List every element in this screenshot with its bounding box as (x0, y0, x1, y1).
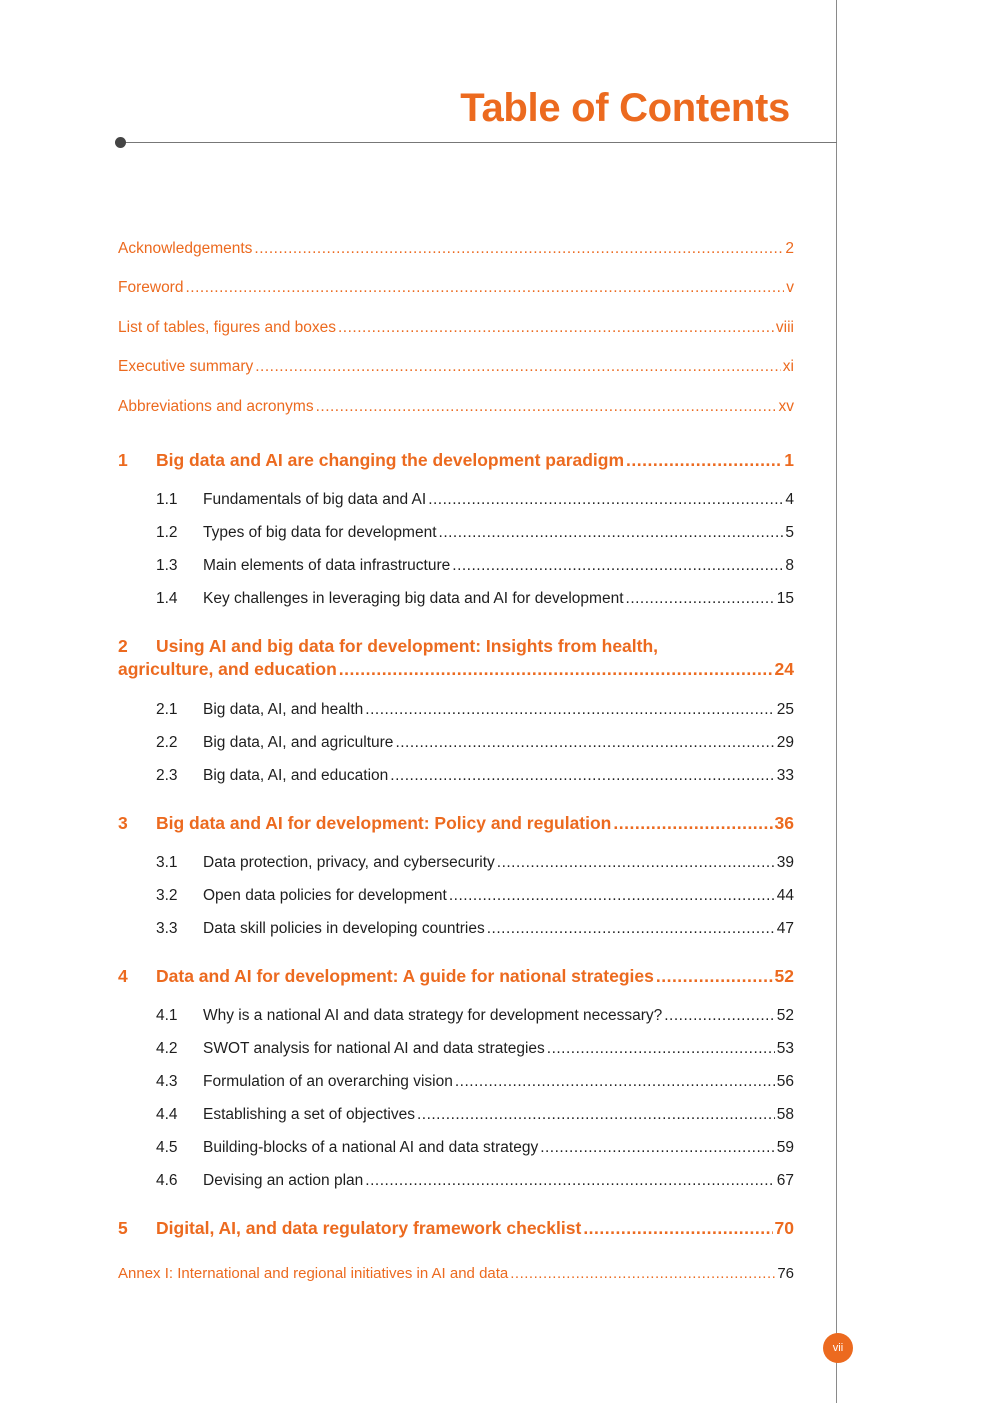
toc-entry-list-of-tables[interactable] (118, 319, 794, 337)
section-page: 25 (776, 701, 794, 718)
toc-entry-page: xv (778, 398, 794, 415)
toc-entry-executive-summary[interactable] (118, 358, 794, 376)
leader-dots (185, 279, 784, 297)
chapter-number: 1 (118, 450, 128, 470)
leader-dots (540, 1139, 775, 1157)
toc-section-3-2[interactable] (118, 887, 794, 905)
chapter-page: 24 (774, 659, 794, 679)
leader-dots (439, 524, 784, 542)
leader-dots (365, 701, 774, 719)
section-page: 5 (785, 524, 794, 541)
section-page: 4 (785, 491, 794, 508)
toc-section-4-2[interactable] (118, 1040, 794, 1058)
section-number: 2.3 (156, 767, 178, 784)
toc-section-2-2[interactable] (118, 734, 794, 752)
section-number: 3.3 (156, 920, 178, 937)
chapter-title: Digital, AI, and data regulatory framework checklist (156, 1218, 582, 1238)
toc-entry-label: Executive summary (118, 358, 254, 375)
section-number: 3.1 (156, 854, 178, 871)
toc-entry-foreword[interactable] (118, 279, 794, 297)
section-title: Fundamentals of big data and AI (203, 491, 427, 508)
chapter-page: 52 (774, 966, 794, 986)
leader-dots (254, 240, 783, 258)
section-number: 4.3 (156, 1073, 178, 1090)
section-number: 2.2 (156, 734, 178, 751)
leader-dots (339, 659, 773, 680)
toc-chapter-5[interactable] (118, 1218, 794, 1239)
section-number: 3.2 (156, 887, 178, 904)
leader-dots (626, 450, 782, 471)
page-title: Table of Contents (460, 86, 790, 130)
toc-section-4-3[interactable] (118, 1073, 794, 1091)
section-page: 29 (776, 734, 794, 751)
section-title: Main elements of data infrastructure (203, 557, 451, 574)
leader-dots (255, 358, 781, 376)
section-page: 15 (776, 590, 794, 607)
leader-dots (316, 398, 777, 416)
section-title: Big data, AI, and education (203, 767, 389, 784)
chapter-page: 36 (774, 813, 794, 833)
section-title: Devising an action plan (203, 1172, 364, 1189)
chapter-page: 1 (784, 450, 794, 470)
toc-annex-1[interactable] (118, 1265, 794, 1282)
rule-dot (115, 137, 126, 148)
toc-entry-page: v (786, 279, 794, 296)
leader-dots (449, 887, 775, 905)
toc-entry-page: viii (775, 319, 794, 336)
section-number: 1.1 (156, 491, 178, 508)
section-number: 4.6 (156, 1172, 178, 1189)
section-page: 39 (776, 854, 794, 871)
chapter-number: 5 (118, 1218, 128, 1238)
page-edge-line (836, 0, 837, 1403)
chapter-title-line1: Using AI and big data for development: Insights from health, (156, 636, 659, 656)
toc-section-1-1[interactable] (118, 491, 794, 509)
leader-dots (365, 1172, 774, 1190)
toc-entry-acknowledgements[interactable] (118, 240, 794, 258)
section-title: Building-blocks of a national AI and data strategy (203, 1139, 539, 1156)
title-rule (120, 142, 837, 143)
leader-dots (664, 1007, 775, 1025)
section-page: 8 (785, 557, 794, 574)
section-page: 58 (776, 1106, 794, 1123)
toc-entry-label: Acknowledgements (118, 240, 253, 257)
toc-entry-label: Foreword (118, 279, 184, 296)
section-title: Key challenges in leveraging big data and AI for development (203, 590, 624, 607)
chapter-number: 3 (118, 813, 128, 833)
leader-dots (487, 920, 775, 938)
chapter-title: Big data and AI are changing the development paradigm (156, 450, 625, 470)
toc-section-4-6[interactable] (118, 1172, 794, 1190)
section-number: 1.2 (156, 524, 178, 541)
section-title: Why is a national AI and data strategy for development necessary? (203, 1007, 663, 1024)
section-page: 67 (776, 1172, 794, 1189)
section-page: 56 (776, 1073, 794, 1090)
section-number: 4.5 (156, 1139, 178, 1156)
leader-dots (613, 813, 772, 834)
leader-dots (338, 319, 774, 337)
section-page: 44 (776, 887, 794, 904)
leader-dots (656, 966, 773, 987)
chapter-number: 4 (118, 966, 128, 986)
chapter-page: 70 (774, 1218, 794, 1238)
section-page: 52 (776, 1007, 794, 1024)
section-page: 33 (776, 767, 794, 784)
section-number: 1.3 (156, 557, 178, 574)
annex-page: 76 (777, 1265, 794, 1282)
section-title: Open data policies for development (203, 887, 447, 904)
leader-dots (497, 854, 775, 872)
section-title: Data protection, privacy, and cybersecurity (203, 854, 495, 871)
toc-entry-page: 2 (785, 240, 794, 257)
toc-entry-label: Abbreviations and acronyms (118, 398, 314, 415)
toc-section-3-1[interactable] (118, 854, 794, 872)
section-number: 1.4 (156, 590, 178, 607)
toc-section-2-1[interactable] (118, 701, 794, 719)
toc-chapter-3[interactable] (118, 813, 794, 834)
section-page: 59 (776, 1139, 794, 1156)
section-number: 4.1 (156, 1007, 178, 1024)
toc-section-4-1[interactable] (118, 1007, 794, 1025)
section-title: Data skill policies in developing countries (203, 920, 485, 937)
page-number-badge: vii (823, 1333, 853, 1363)
section-number: 2.1 (156, 701, 178, 718)
chapter-number: 2 (118, 636, 128, 656)
section-title: Types of big data for development (203, 524, 437, 541)
toc-chapter-1[interactable] (118, 450, 794, 471)
chapter-title: Data and AI for development: A guide for national strategies (156, 966, 654, 986)
leader-dots (417, 1106, 775, 1124)
leader-dots (452, 557, 783, 575)
leader-dots (455, 1073, 775, 1091)
toc-section-4-4[interactable] (118, 1106, 794, 1124)
toc-section-1-3[interactable] (118, 557, 794, 575)
toc-entry-page: xi (782, 358, 794, 375)
leader-dots (547, 1040, 775, 1058)
section-title: SWOT analysis for national AI and data strategies (203, 1040, 545, 1057)
toc-chapter-4[interactable] (118, 966, 794, 987)
chapter-title-line2: agriculture, and education (118, 659, 337, 679)
toc-section-3-3[interactable] (118, 920, 794, 938)
section-number: 4.2 (156, 1040, 178, 1057)
section-title: Big data, AI, and agriculture (203, 734, 394, 751)
leader-dots (583, 1218, 772, 1239)
leader-dots (510, 1265, 775, 1282)
leader-dots (390, 767, 774, 785)
section-page: 47 (776, 920, 794, 937)
leader-dots (626, 590, 775, 608)
section-title: Formulation of an overarching vision (203, 1073, 453, 1090)
toc-section-2-3[interactable] (118, 767, 794, 785)
toc-entry-abbreviations[interactable] (118, 398, 794, 416)
chapter-title: Big data and AI for development: Policy and regulation (156, 813, 612, 833)
section-title: Establishing a set of objectives (203, 1106, 415, 1123)
toc-section-1-2[interactable] (118, 524, 794, 542)
toc-section-1-4[interactable] (118, 590, 794, 608)
annex-label: Annex I: International and regional initiatives in AI and data (118, 1265, 509, 1282)
section-number: 4.4 (156, 1106, 178, 1123)
section-page: 53 (776, 1040, 794, 1057)
toc-section-4-5[interactable] (118, 1139, 794, 1157)
leader-dots (428, 491, 783, 509)
toc-entry-label: List of tables, figures and boxes (118, 319, 336, 336)
section-title: Big data, AI, and health (203, 701, 364, 718)
leader-dots (395, 734, 774, 752)
toc-chapter-2[interactable] (118, 636, 794, 678)
